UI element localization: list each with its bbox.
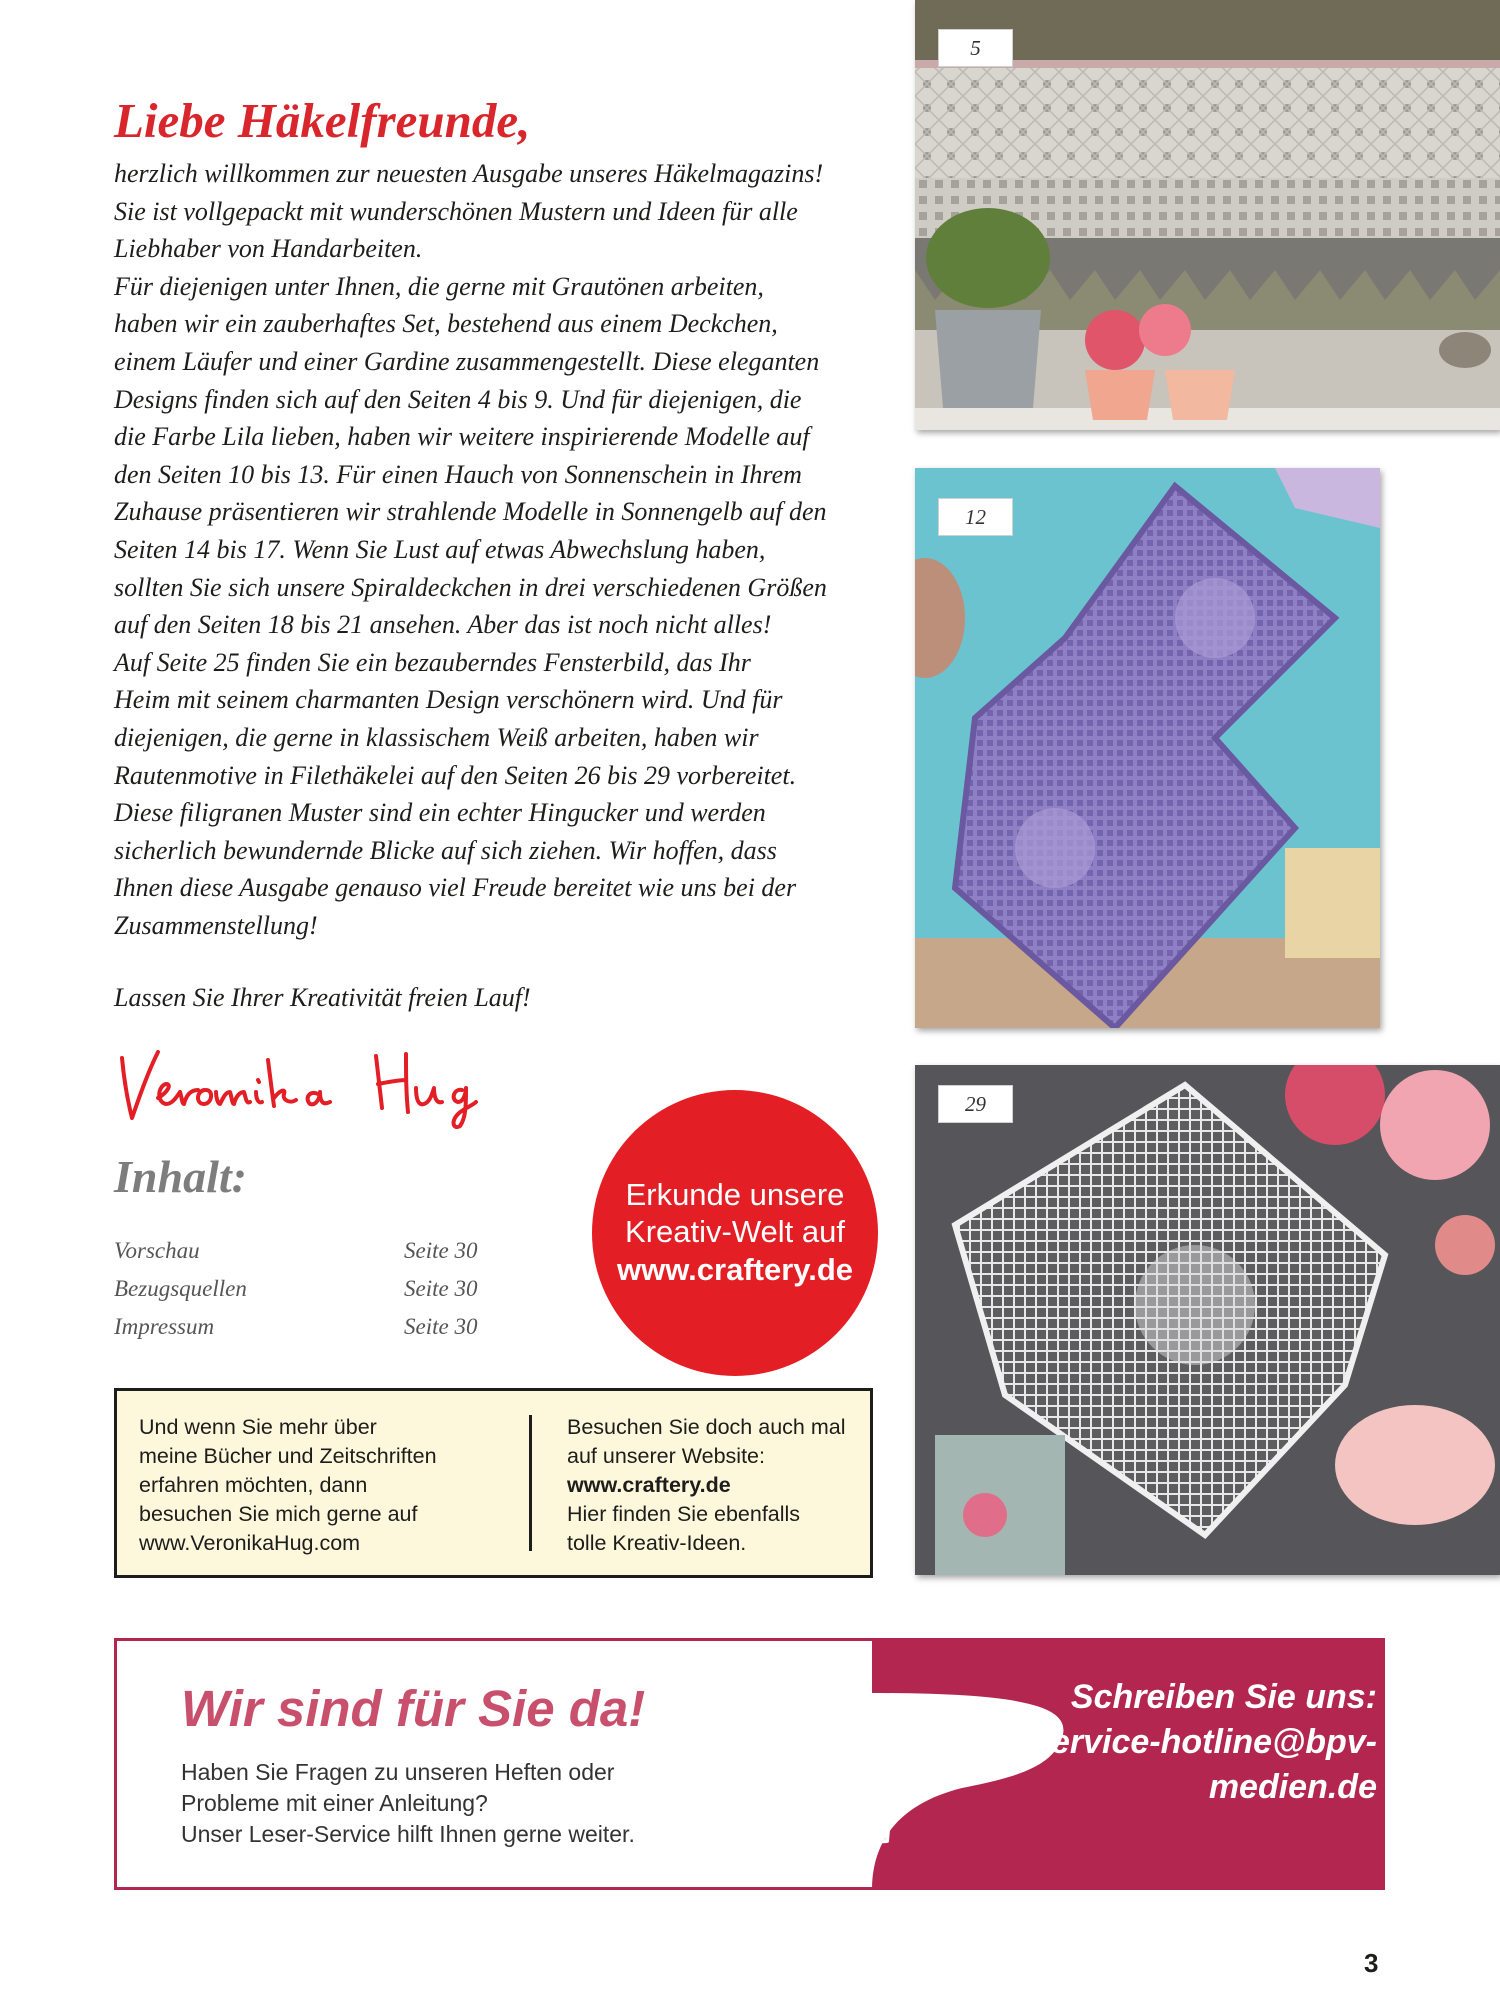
contents-item [114,1238,494,1276]
contents-list [114,1238,494,1352]
service-text-line: Probleme mit einer Anleitung? [181,1790,488,1816]
intro-line: Ihnen diese Ausgabe genauso viel Freude bereitet wie uns bei der [114,873,797,903]
photo-purple-runner [915,468,1380,1028]
intro-line: herzlich willkommen zur neuesten Ausgabe unseres Häkelmagazins! [114,159,824,188]
page-number: 3 [1364,1948,1379,1978]
service-text-line: Haben Sie Fragen zu unseren Heften oder [181,1759,615,1785]
intro-line: Diese filigranen Muster sind ein echter Hingucker und werden [114,798,766,828]
page-tag: 29 [938,1085,1013,1123]
intro-line: einem Läufer und einer Gardine zusammengestellt. Diese eleganten [114,346,820,376]
white-doily-image [915,1065,1500,1575]
info-line: tolle Kreativ-Ideen. [567,1531,747,1555]
website-link[interactable]: www.craftery.de [567,1473,731,1497]
service-text [181,1757,741,1850]
promo-line-2: Kreativ-Welt auf [625,1214,845,1249]
contents-item-label: Impressum [114,1314,215,1339]
info-line: Besuchen Sie doch auch mal [567,1415,846,1439]
info-box [114,1388,873,1578]
envelope-icon [817,1791,897,1847]
page-tag: 5 [938,29,1013,67]
intro-line: Zuhause präsentieren wir strahlende Modelle in Sonnengelb auf den [114,497,827,527]
info-line: Hier finden Sie ebenfalls [567,1502,801,1526]
service-contact [917,1675,1377,1810]
intro-line: den Seiten 10 bis 13. Für einen Hauch von Sonnenschein in Ihrem [114,459,802,489]
info-line: auf unserer Website: [567,1444,765,1468]
intro-line: Liebhaber von Handarbeiten. [114,234,423,264]
greeting-heading: Liebe Häkelfreunde, [114,93,531,148]
write-us-label: Schreiben Sie uns: [1070,1678,1377,1716]
contents-item-label: Vorschau [114,1238,200,1263]
page-tag: 12 [938,498,1013,536]
intro-line: sollten Sie sich unsere Spiraldeckchen in drei verschiedenen Größen [114,572,827,602]
contents-heading: Inhalt: [114,1151,247,1202]
intro-line: haben wir ein zauberhaftes Set, bestehend aus einem Deckchen, [114,309,778,339]
email-link-cont[interactable]: medien.de [1208,1768,1377,1806]
email-link[interactable]: Service-hotline@bpv- [1028,1723,1377,1761]
contents-item [114,1314,494,1352]
craftery-promo-circle[interactable] [592,1090,878,1376]
contents-item [114,1276,494,1314]
intro-line: Heim mit seinem charmanten Design verschönern wird. Und für [114,685,783,715]
intro-line: sicherlich bewundernde Blicke auf sich ziehen. Wir hoffen, dass [114,835,777,865]
reader-service-box [114,1638,1385,1890]
intro-line: die Farbe Lila lieben, haben wir weitere inspirierende Modelle auf [114,422,810,452]
closing-line: Lassen Sie Ihrer Kreativität freien Lauf! [114,983,531,1012]
signature-image [114,1040,494,1130]
info-box-author-text: Und wenn Sie mehr über meine Bücher und Zeitschriften erfahren möchten, dann besuchen Sie mich gerne auf www.VeronikaHug.com [139,1415,437,1555]
intro-line: Auf Seite 25 finden Sie ein bezauberndes Fensterbild, das Ihr [114,647,751,677]
contents-item-page: Seite 30 [404,1238,478,1263]
intro-text [114,155,914,944]
info-box-website-text [567,1413,867,1558]
promo-url-link[interactable]: www.craftery.de [616,1252,854,1287]
info-box-divider [529,1415,532,1551]
photo-white-doily [915,1065,1500,1575]
intro-line: diejenigen, die gerne in klassischem Weiß arbeiten, haben wir [114,722,759,752]
intro-line: Rautenmotive in Filethäkelei auf den Seiten 26 bis 29 vorbereitet. [114,760,797,790]
intro-line: Sie ist vollgepackt mit wunderschönen Mustern und Ideen für alle [114,196,798,226]
purple-runner-image [915,468,1380,1028]
promo-line-1: Erkunde unsere [625,1177,845,1212]
intro-line: auf den Seiten 18 bis 21 ansehen. Aber das ist noch nicht alles! [114,610,772,640]
service-title: Wir sind für Sie da! [181,1680,646,1737]
service-text-line: Unser Leser-Service hilft Ihnen gerne weiter. [181,1821,635,1847]
contents-item-page: Seite 30 [404,1276,478,1301]
intro-line: Designs finden sich auf den Seiten 4 bis 9. Und für diejenigen, die [114,384,802,414]
intro-line: Seiten 14 bis 17. Wenn Sie Lust auf etwas Abwechslung haben, [114,534,766,564]
intro-line: Zusammenstellung! [114,910,318,940]
contents-item-label: Bezugsquellen [114,1276,247,1301]
intro-line: Für diejenigen unter Ihnen, die gerne mit Grautönen arbeiten, [114,271,764,301]
photo-grey-curtain [915,0,1500,430]
contents-item-page: Seite 30 [404,1314,478,1339]
